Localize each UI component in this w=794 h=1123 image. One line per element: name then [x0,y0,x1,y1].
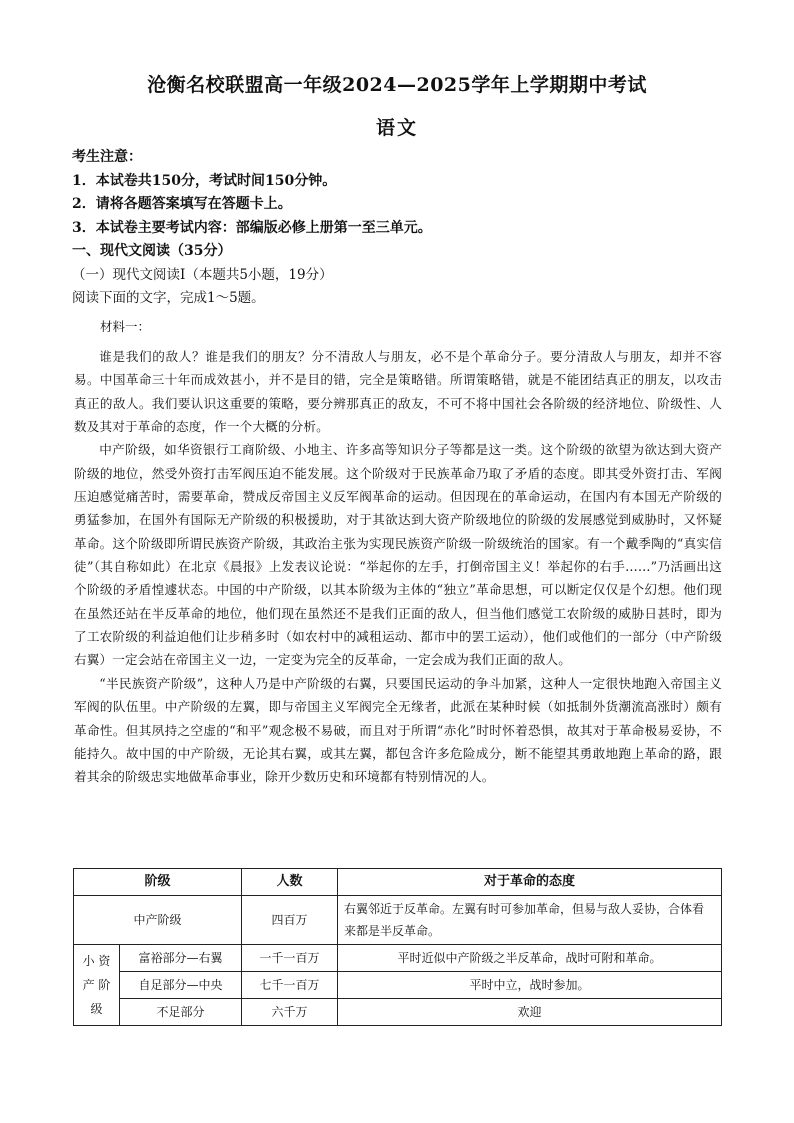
note-item: 3．本试卷主要考试内容：部编版必修上册第一至三单元。 [72,219,432,236]
note-item: 1．本试卷共150分，考试时间150分钟。 [72,172,337,189]
vertical-char: 小 [82,954,95,968]
reading-instruction: 阅读下面的文字，完成1～5题。 [72,290,265,306]
exam-subject: 语文 [375,117,418,139]
section-title: 一、现代文阅读（35分） [72,243,232,259]
table-row [74,972,722,999]
petty-attitude: 平时中立，战时参加。 [338,972,722,999]
vertical-char: 级 [90,1002,103,1016]
petty-part: 不足部分 [120,999,242,1026]
passage-paragraph: “半民族资产阶级”，这种人乃是中产阶级的右翼，只要国民运动的争斗加紧，这种人一定很快地跑入帝国主义军阀的队伍里。中产阶级的左翼，即与帝国主义军阀完全无缘者，此派在某种时候（如抵制外货潮流高涨时）颇有革命性。但其夙持之空虚的“和平”观念极不易破，而且对于所谓“赤化”时时怀着恐惧，故其对于革命极易妥协，不能持久。故中国的中产阶级，无论其右翼，或其左翼，都包含许多危险成分，断不能望其勇敢地跑上革命的路，跟着其余的阶级忠实地做革命事业，除开少数历史和环境都有特别情况的人。 [74,675,722,785]
class-table [73,868,722,1026]
petty-part: 自足部分—中央 [120,972,242,999]
petty-attitude: 平时近似中产阶级之半反革命，战时可附和革命。 [338,945,722,972]
passage-paragraph: 谁是我们的敌人？谁是我们的朋友？分不清敌人与朋友，必不是个革命分子。要分清敌人与朋友，却并不容易。中国革命三十年而成效甚小，并不是目的错，完全是策略错。所谓策略错，就是不能团结真正的朋友，以攻击真正的敌人。我们要认识这重要的策略，要分辨那真正的敌友，不可不将中国社会各阶级的经济地位、阶级性、人数及其对于革命的态度，作一个大概的分析。 [74,349,722,435]
header-attitude: 对于革命的态度 [338,869,722,896]
petty-count: 一千一百万 [242,945,338,972]
sub-section-heading: （一）现代文阅读Ⅰ（本题共5小题，19分） [72,267,333,283]
notes-heading: 考生注意： [72,149,142,165]
table-row [74,896,722,945]
table-row [74,999,722,1026]
petty-part: 富裕部分—右翼 [120,945,242,972]
middle-class-label: 中产阶级 [74,896,242,945]
candidate-notes [72,146,732,264]
petty-count: 六千万 [242,999,338,1026]
table-row [74,945,722,972]
petty-count: 七千一百万 [242,972,338,999]
note-item: 2．请将各题答案填写在答题卡上。 [72,196,292,212]
vertical-char: 产 [82,978,95,992]
middle-class-count: 四百万 [242,896,338,945]
table-header-row [74,869,722,896]
exam-title: 沧衡名校联盟高一年级2024—2025学年上学期期中考试 [147,74,647,96]
class-analysis-table [73,868,721,1026]
passage-paragraph: 中产阶级，如华资银行工商阶级、小地主、许多高等知识分子等都是这一类。这个阶级的欲望为欲达到大资产阶级的地位，然受外资打击军阀压迫不能发展。这个阶级对于民族革命乃取了矛盾的态度。即其受外资打击、军阀压迫感觉痛苦时，需要革命，赞成反帝国主义反军阀革命的运动。但因现在的革命运动，在国内有本国无产阶级的勇猛参加，在国外有国际无产阶级的积极援助，对于其欲达到大资产阶级地位的阶级的发展感觉到威胁时，又怀疑革命。这个阶级即所谓民族资产阶级，其政治主张为实现民族资产阶级一阶级统治的国家。有一个戴季陶的“真实信徒”（其自称如此）在北京《晨报》上发表议论说：“举起你的左手，打倒帝国主义！举起你的右手……”乃活画出这个阶级的矛盾惶遽状态。中国的中产阶级，以其本阶级为主体的“独立”革命思想，可以断定仅仅是个幻想。他们现在虽然还站在半反革命的地位，他们现在虽然还不是我们正面的敌人，但当他们感觉工农阶级的威胁日甚时，即为了工农阶级的利益迫他们让步稍多时（如农村中的减租运动、都市中的罢工运动），他们或他们的一部分（中产阶级右翼）一定会站在帝国主义一边，一定变为完全的反革命，一定会成为我们正面的敌人。 [74,442,722,668]
header-count: 人数 [242,869,338,896]
material-label: 材料一： [100,319,151,334]
petty-attitude: 欢迎 [338,999,722,1026]
middle-class-attitude: 右翼邻近于反革命。左翼有时可参加革命，但易与敌人妥协，合体看来都是半反革命。 [338,896,722,945]
reading-passage [74,345,722,789]
vertical-char: 资 [98,954,111,968]
vertical-char: 阶 [98,978,111,992]
header-class: 阶级 [74,869,242,896]
petty-bourgeoisie-label [74,945,120,1026]
